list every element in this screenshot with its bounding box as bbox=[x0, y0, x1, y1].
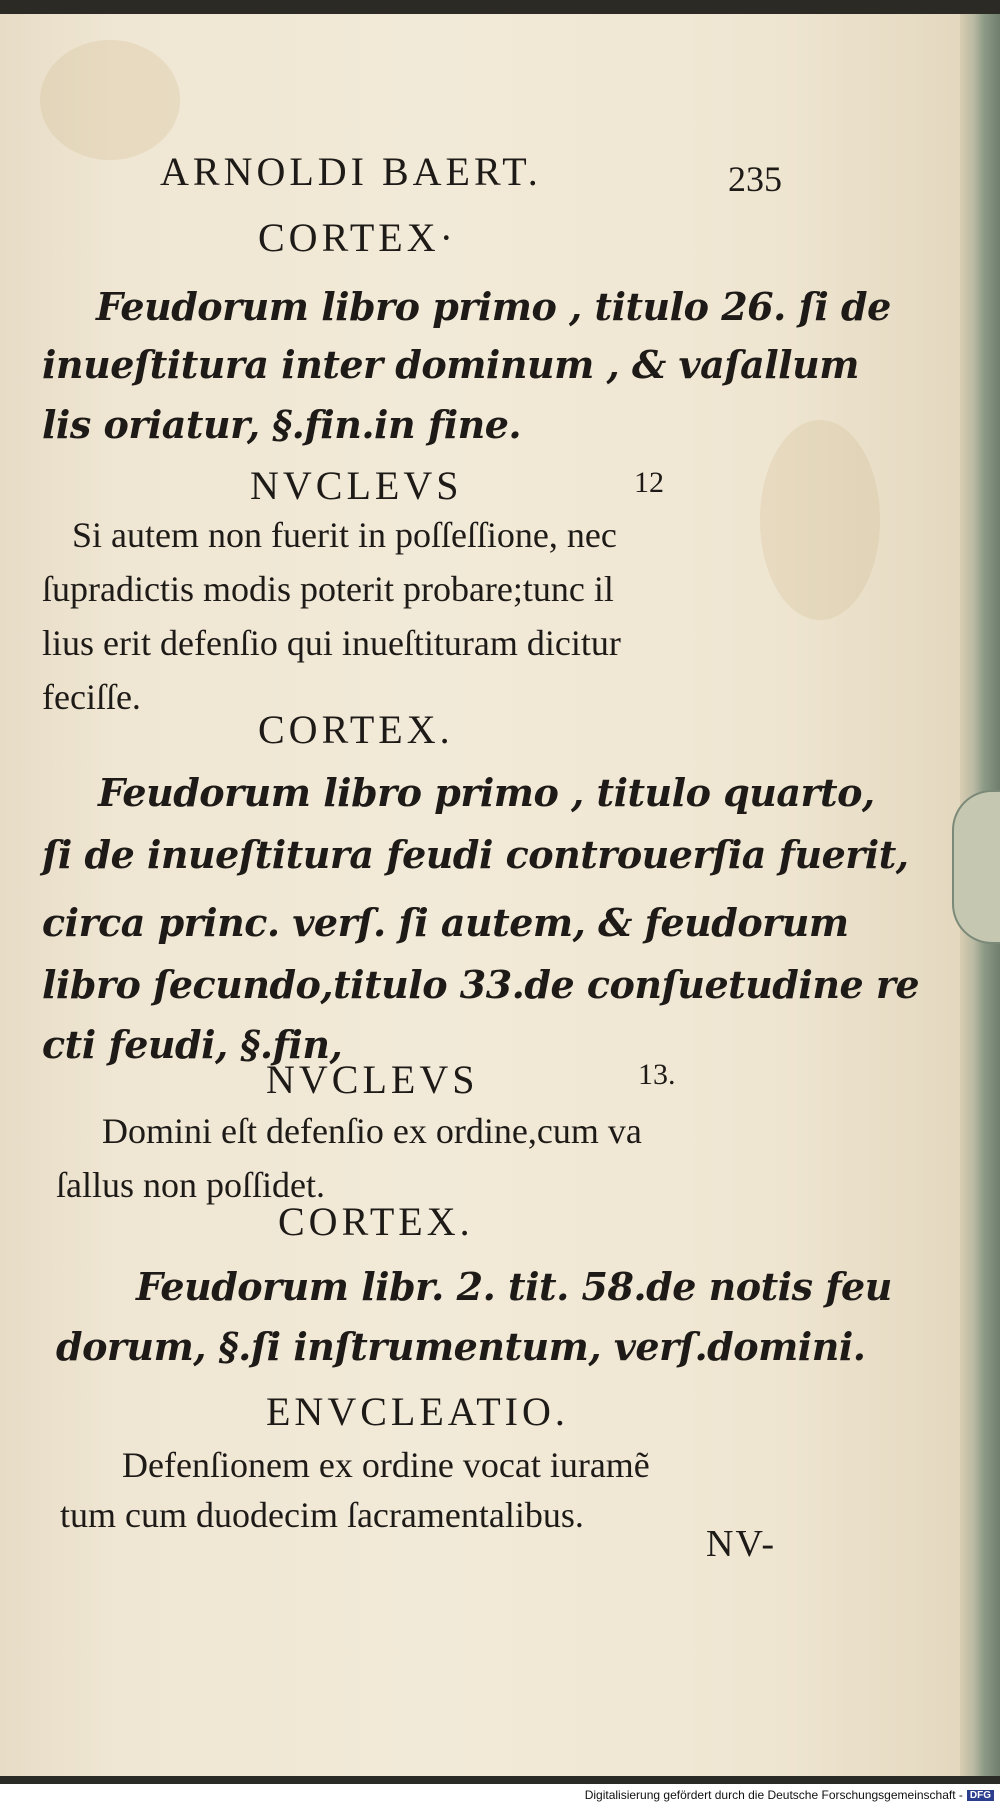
scan-border-top bbox=[0, 0, 1000, 14]
nucleus-number: 13. bbox=[638, 1058, 676, 1091]
nucleus-number: 12 bbox=[634, 466, 664, 499]
text-line: Defenſionem ex ordine vocat iuramẽ bbox=[122, 1445, 650, 1485]
text-line: Si autem non fuerit in poſſeſſione, nec bbox=[72, 515, 617, 555]
text-line: ſupradictis modis poterit probare;tunc il bbox=[42, 569, 614, 609]
catchword: NV- bbox=[706, 1523, 777, 1565]
text-line: libro ſecundo,titulo 33.de conſuetudine re bbox=[42, 962, 920, 1007]
text-line: ſi de inueſtitura feudi controuerſia fuerit, bbox=[42, 832, 909, 877]
text-line: lis oriatur, §.fin.in fine. bbox=[42, 402, 522, 447]
section-heading: NVCLEVS bbox=[266, 1057, 479, 1102]
text-line: lius erit defenſio qui inueſtituram dicitur bbox=[42, 623, 621, 663]
section-heading: NVCLEVS bbox=[250, 463, 463, 508]
section-heading: CORTEX. bbox=[258, 707, 454, 752]
text-line: Domini eſt defenſio ex ordine,cum va bbox=[102, 1111, 642, 1151]
dfg-logo-icon: DFG bbox=[967, 1790, 994, 1801]
credit-text: Digitalisierung gefördert durch die Deutsche Forschungsgemeinschaft - bbox=[584, 1788, 963, 1802]
text-line: Feudorum libro primo , titulo 26. ſi de bbox=[96, 284, 891, 329]
text-line: Feudorum libr. 2. tit. 58.de notis feu bbox=[136, 1264, 892, 1309]
paper-stain bbox=[40, 40, 180, 160]
text-line: Feudorum libro primo , titulo quarto, bbox=[98, 770, 875, 815]
text-line: circa princ. verſ. ſi autem, & feudorum bbox=[42, 900, 849, 945]
page-edge-tab bbox=[952, 790, 1000, 944]
section-heading: CORTEX. bbox=[278, 1199, 474, 1244]
page-number: 235 bbox=[728, 159, 782, 199]
section-heading: ENVCLEATIO. bbox=[266, 1389, 569, 1434]
text-line: tum cum duodecim ſacramentalibus. bbox=[60, 1495, 584, 1535]
text-line: feciſſe. bbox=[42, 677, 141, 717]
section-heading: CORTEX· bbox=[258, 215, 457, 260]
paper-stain bbox=[760, 420, 880, 620]
text-line: ſallus non poſſidet. bbox=[56, 1165, 325, 1205]
running-head: ARNOLDI BAERT. bbox=[160, 149, 542, 194]
text-line: inueſtitura inter dominum , & vaſallum bbox=[42, 342, 859, 387]
text-line: dorum, §.ſi inſtrumentum, verſ.domini. bbox=[56, 1324, 866, 1369]
text-line: cti feudi, §.fin, bbox=[42, 1022, 343, 1067]
digitization-credit bbox=[585, 1788, 994, 1802]
scan-border-bottom bbox=[0, 1776, 1000, 1784]
